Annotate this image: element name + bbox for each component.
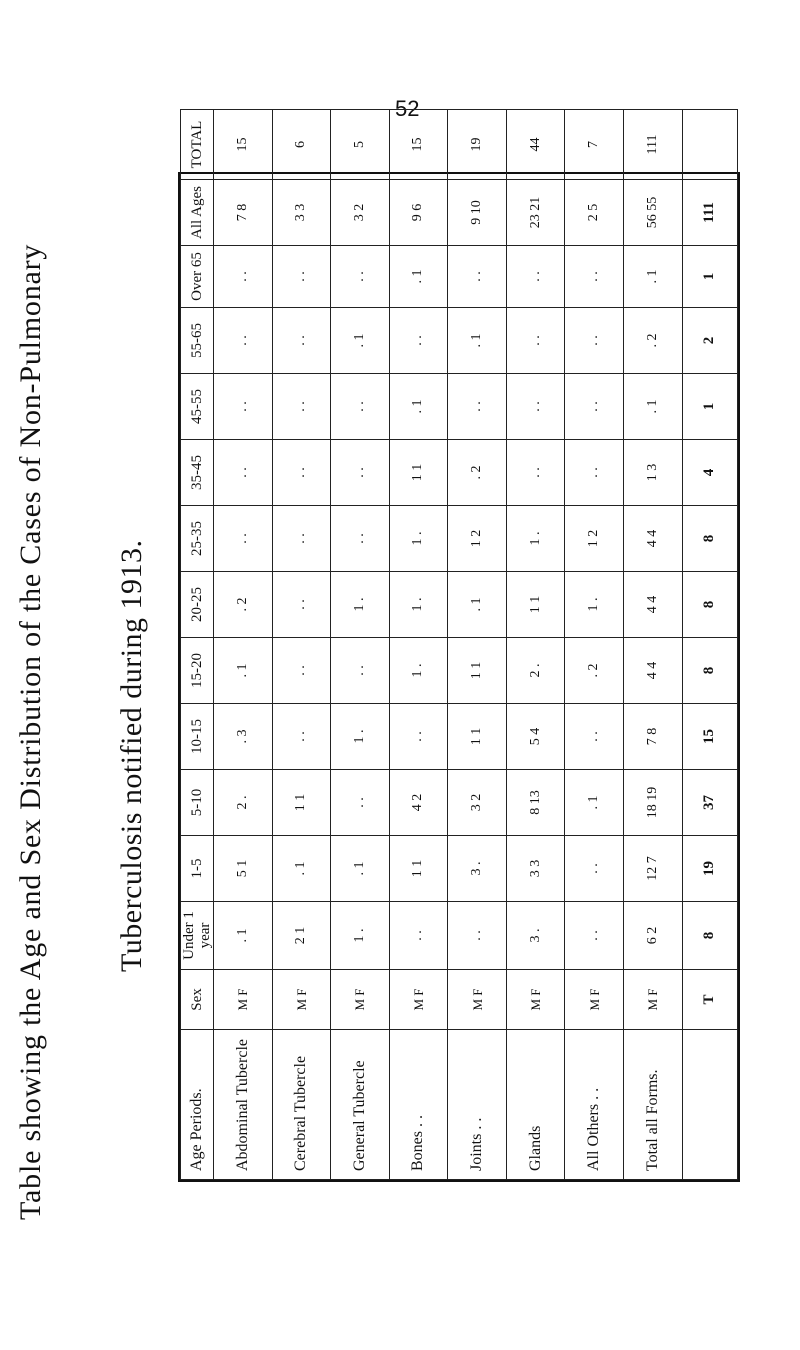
table-cell: 1 . xyxy=(565,572,624,638)
table-cell: . . xyxy=(331,246,390,308)
table-cell: . 2 xyxy=(214,572,273,638)
table-cell: . 1 xyxy=(389,246,448,308)
table-cell: 19 xyxy=(682,836,738,902)
header-sex: Sex xyxy=(181,970,214,1030)
table-cell: . . xyxy=(448,902,507,970)
header-15-20: 15-20 xyxy=(181,638,214,704)
table-cell: 1 1 xyxy=(389,836,448,902)
header-25-35: 25-35 xyxy=(181,506,214,572)
sex-cell: M F xyxy=(389,970,448,1030)
table-cell: . . xyxy=(272,572,331,638)
row-label: Bones . . xyxy=(389,1030,448,1180)
table-cell: 2 xyxy=(682,308,738,374)
table-cell: 1 . xyxy=(389,506,448,572)
table-cell: . 1 xyxy=(272,836,331,902)
table-cell: . . xyxy=(272,506,331,572)
table-cell: . . xyxy=(272,704,331,770)
table-cell: 1 2 xyxy=(565,506,624,572)
table-row xyxy=(623,110,682,1180)
table-cell: . . xyxy=(506,246,565,308)
table-subtitle: Tuberculosis notified during 1913. xyxy=(115,539,148,972)
table-cell: . . xyxy=(272,308,331,374)
table-cell: 6 xyxy=(272,110,331,180)
table-cell: 1 . xyxy=(506,506,565,572)
table-cell: . . xyxy=(565,704,624,770)
header-5-10: 5-10 xyxy=(181,770,214,836)
table-cell: 1 1 xyxy=(448,704,507,770)
table-cell: 1 3 xyxy=(623,440,682,506)
sex-cell: M F xyxy=(506,970,565,1030)
table-cell: 4 4 xyxy=(623,638,682,704)
table-cell: 1 1 xyxy=(389,440,448,506)
table-cell: . . xyxy=(214,506,273,572)
table-cell: 1 . xyxy=(331,572,390,638)
table-cell xyxy=(682,110,738,180)
row-label: Glands xyxy=(506,1030,565,1180)
table-cell: 2 . xyxy=(214,770,273,836)
table-cell: 15 xyxy=(682,704,738,770)
sex-cell: M F xyxy=(331,970,390,1030)
table-cell: . 1 xyxy=(331,308,390,374)
table-cell: 3 2 xyxy=(331,180,390,246)
table-cell: 6 2 xyxy=(623,902,682,970)
header-20-25: 20-25 xyxy=(181,572,214,638)
table-cell: . . xyxy=(331,440,390,506)
table-cell: . 1 xyxy=(565,770,624,836)
page-number: 52 xyxy=(395,96,420,121)
row-label xyxy=(682,1030,738,1180)
table-cell: . . xyxy=(565,246,624,308)
header-10-15: 10-15 xyxy=(181,704,214,770)
table-cell: 7 8 xyxy=(623,704,682,770)
table-cell: 3 2 xyxy=(448,770,507,836)
row-label: Total all Forms. xyxy=(623,1030,682,1180)
table-cell: 9 6 xyxy=(389,180,448,246)
table-cell: 1 . xyxy=(389,638,448,704)
table-row xyxy=(565,110,624,1180)
table-cell: 15 xyxy=(389,110,448,180)
table-cell: 4 4 xyxy=(623,506,682,572)
row-label: All Others . . xyxy=(565,1030,624,1180)
table-cell: . 2 xyxy=(623,308,682,374)
table-cell: 18 19 xyxy=(623,770,682,836)
table-cell: . . xyxy=(331,374,390,440)
header-over-65: Over 65 xyxy=(181,246,214,308)
table-cell: 4 4 xyxy=(623,572,682,638)
sex-cell: T xyxy=(682,970,738,1030)
header-35-45: 35-45 xyxy=(181,440,214,506)
table-cell: . 1 xyxy=(448,308,507,374)
sex-cell: M F xyxy=(565,970,624,1030)
table-cell: 8 xyxy=(682,506,738,572)
header-total: TOTAL xyxy=(181,110,214,180)
distribution-table xyxy=(178,120,740,1182)
table-cell: . . xyxy=(448,246,507,308)
table-cell: . . xyxy=(272,638,331,704)
table-cell: . 1 xyxy=(214,638,273,704)
table-cell: . 1 xyxy=(623,246,682,308)
table-cell: . 1 xyxy=(389,374,448,440)
table-cell: . 1 xyxy=(448,572,507,638)
table-cell: 44 xyxy=(506,110,565,180)
table-cell: . 2 xyxy=(448,440,507,506)
table-cell: 4 xyxy=(682,440,738,506)
table-cell: 23 21 xyxy=(506,180,565,246)
table-cell: . . xyxy=(331,770,390,836)
table-row xyxy=(214,110,273,1180)
table-cell: . . xyxy=(506,308,565,374)
table-cell: 1 1 xyxy=(272,770,331,836)
table-cell: 8 13 xyxy=(506,770,565,836)
header-age-periods: Age Periods. xyxy=(181,1030,214,1180)
table-cell: 3 . xyxy=(506,902,565,970)
header-45-55: 45-55 xyxy=(181,374,214,440)
row-label: Joints . . xyxy=(448,1030,507,1180)
header-all-ages: All Ages xyxy=(181,180,214,246)
table-row xyxy=(506,110,565,1180)
table-cell: . 1 xyxy=(623,374,682,440)
table-cell: 1 1 xyxy=(506,572,565,638)
table-cell: 37 xyxy=(682,770,738,836)
table-cell: . 1 xyxy=(331,836,390,902)
table-cell: 4 2 xyxy=(389,770,448,836)
table-cell: 9 10 xyxy=(448,180,507,246)
table-cell: 5 1 xyxy=(214,836,273,902)
table-cell: 2 . xyxy=(506,638,565,704)
table-cell: . . xyxy=(214,374,273,440)
table-title: Table showing the Age and Sex Distribution of the Cases of Non-Pulmonary xyxy=(14,243,47,1220)
table-cell: 1 . xyxy=(331,704,390,770)
table-cell: . . xyxy=(272,374,331,440)
table-row xyxy=(448,110,507,1180)
table-cell: . . xyxy=(389,902,448,970)
table-row xyxy=(272,110,331,1180)
table-cell: . . xyxy=(565,902,624,970)
header-under-1: Under 1 year xyxy=(181,902,214,970)
table-cell: . . xyxy=(331,506,390,572)
table-cell: 2 1 xyxy=(272,902,331,970)
row-label: General Tubercle xyxy=(331,1030,390,1180)
table-row xyxy=(331,110,390,1180)
table-cell: . 2 xyxy=(565,638,624,704)
table-cell: 111 xyxy=(623,110,682,180)
table-cell: . . xyxy=(331,638,390,704)
table-cell: 15 xyxy=(214,110,273,180)
table-cell: . . xyxy=(565,836,624,902)
table-cell: . . xyxy=(506,440,565,506)
table-cell: . . xyxy=(214,246,273,308)
table-cell: . . xyxy=(214,440,273,506)
header-55-65: 55-65 xyxy=(181,308,214,374)
table-cell: . . xyxy=(272,246,331,308)
table-cell: . . xyxy=(506,374,565,440)
table-cell: 1 . xyxy=(389,572,448,638)
table-cell: 8 xyxy=(682,902,738,970)
table-cell: 1 1 xyxy=(448,638,507,704)
table-row xyxy=(389,110,448,1180)
table-cell: 7 8 xyxy=(214,180,273,246)
row-label: Cerebral Tubercle xyxy=(272,1030,331,1180)
sex-cell: M F xyxy=(214,970,273,1030)
table-cell: 5 xyxy=(331,110,390,180)
table-cell: . . xyxy=(272,440,331,506)
sex-cell: M F xyxy=(448,970,507,1030)
table-cell: 3 . xyxy=(448,836,507,902)
table-cell: . . xyxy=(565,374,624,440)
table-cell: 7 xyxy=(565,110,624,180)
header-1-5: 1-5 xyxy=(181,836,214,902)
table-cell: . . xyxy=(565,440,624,506)
table-cell: 1 2 xyxy=(448,506,507,572)
table-cell: . . xyxy=(389,308,448,374)
header-row xyxy=(181,110,214,1180)
table-cell: . 1 xyxy=(214,902,273,970)
table-cell: 1 xyxy=(682,374,738,440)
table-cell: . . xyxy=(214,308,273,374)
table-cell: 56 55 xyxy=(623,180,682,246)
table-cell: 3 3 xyxy=(272,180,331,246)
table-cell: 5 4 xyxy=(506,704,565,770)
table-cell: 19 xyxy=(448,110,507,180)
table-cell: 12 7 xyxy=(623,836,682,902)
row-label: Abdominal Tubercle xyxy=(214,1030,273,1180)
table-cell: . . xyxy=(565,308,624,374)
table-cell: 8 xyxy=(682,638,738,704)
table-cell: 111 xyxy=(682,180,738,246)
table-row xyxy=(682,110,738,1180)
table-cell: 2 5 xyxy=(565,180,624,246)
table-cell: 8 xyxy=(682,572,738,638)
sex-cell: M F xyxy=(623,970,682,1030)
table-cell: . 3 xyxy=(214,704,273,770)
table-cell: . . xyxy=(448,374,507,440)
sex-cell: M F xyxy=(272,970,331,1030)
table-cell: . . xyxy=(389,704,448,770)
table-cell: 1 xyxy=(682,246,738,308)
table-cell: 3 3 xyxy=(506,836,565,902)
table-cell: 1 . xyxy=(331,902,390,970)
